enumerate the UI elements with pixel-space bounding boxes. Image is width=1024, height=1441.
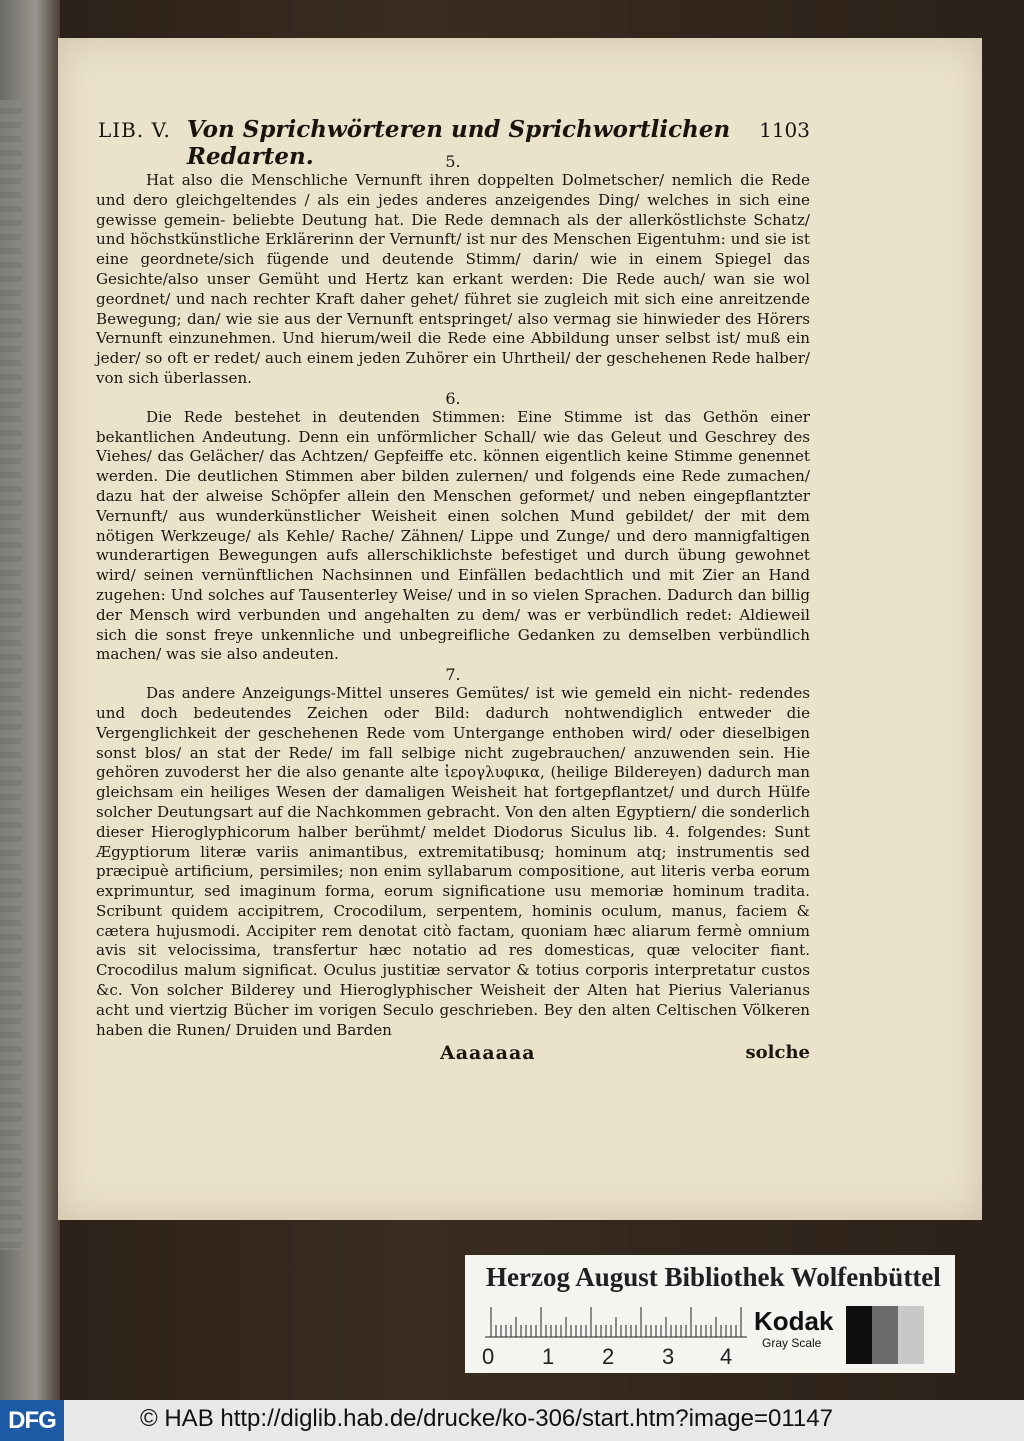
header-chapter-title: Von Sprichwörteren und Sprichwortlichen Redarten.: [186, 116, 731, 170]
dfg-logo[interactable]: DFG: [0, 1400, 64, 1441]
section-paragraph: Das andere Anzeigungs-Mittel unseres Gemütes/ ist wie gemeld ein nicht- redendes und doch bedeutendes Zeichen oder Bild: dadurch nohtwendiglich entweder die Vergenglichkeit der geschehenen Rede vom Untergange enthoben wird/ oder dieselbigen sonst blos/ an stat der Rede/ im fall selbige nicht zugebrauchen/ anzuwenden sein. Hie gehören zuvoderst her die also genante alte ἱερογλυφικα, (heilige Bildereyen) dadurch man gleichsam ein heiliges Wesen der damaligen Weisheit hat fortgepflantzet/ und durch Hülfe solcher Deutungsart auf die Nachkommen gebracht. Von den alten Egyptiern/ die sonderlich dieser Hieroglyphicorum halber berühmt/ meldet Diodorus Siculus lib. 4. folgendes: Sunt Ægyptiorum literæ variis animantibus, extremitatibusq; hominum atq; instrumentis sed præcipuè artificium, persimiles; non enim syllabarum compositione, aut literis verba eorum exprimuntur, sed imaginum forma, eorum significatione usu memoriæ hominum tradita. Scribunt quidem accipitrem, Crocodilum, serpentem, hominis oculum, manus, faciem & cætera hujusmodi. Accipiter rem denotat citò factam, quoniam hæc aliarum fermè omnium avis sit velocissima, transfertur hæc notatio ad res domesticas, quæ velociter fiant. Crocodilus malum significat. Oculus justitiæ servator & totius corporis interpretatur custos &c. Von solcher Bilderey und Hieroglyphischer Weisheit der Alten hat Pierius Valerianus acht und viertzig Bücher im vorigen Seculo geschrieben. Bey den alten Celtischen Völkeren haben die Runen/ Druiden und Barden: [96, 684, 810, 1039]
gray-swatch-light: [898, 1306, 924, 1364]
ruler-number: 0: [482, 1344, 495, 1369]
page-footer: [96, 1042, 810, 1072]
ruler-number: 3: [662, 1344, 675, 1369]
kodak-brand: Kodak: [754, 1306, 834, 1336]
running-header: [98, 116, 810, 170]
library-name: Herzog August Bibliothek Wolfenbüttel: [486, 1262, 941, 1292]
main-text: [96, 152, 810, 1040]
header-book-number: LIB. V.: [98, 118, 171, 142]
page-edge-strip: [0, 100, 22, 1250]
copyright-link[interactable]: © HAB http://diglib.hab.de/drucke/ko-306/start.htm?image=01147: [140, 1405, 833, 1432]
section-paragraph: Die Rede bestehet in deutenden Stimmen: Eine Stimme ist das Gethön einer bekantlichen Andeutung. Denn ein unförmlicher Schall/ wie das Geleut und Geschrey des Viehes/ das Gelächer/ das Achtzen/ Gepfeiffe etc. können eigentlich keine Stimme genennet werden. Die deutlichen Stimmen aber bilden zulernen/ und folgends eine Rede zumachen/ dazu hat der alweise Schöpfer allein den Menschen geformet/ und neben eingepflantzter Vernunft/ aus wunderkünstlicher Weisheit einen solchen Mund gebildet/ der mit dem nötigen Werkzeuge/ als Kehle/ Rache/ Zähnen/ Lippe und Zunge/ und dero mannigfaltigen wunderartigen Bewegungen aufs allerschiklichste befestiget und durch übung gewohnet wird/ seinen vernünftlichen Nachsinnen und Einfällen bedachtlich und mit Zier an Hand zugehen: Und solches auf Tausenterley Weise/ und in so vielen Sprachen. Dadurch dan billig der Mensch wird verbunden und angehalten zu dem/ was er verbündlich redet: Aldieweil sich die sonst freye unkennliche und unbegreifliche Gedanken zu demselben verbündlich machen/ was sie also andeuten.: [96, 407, 810, 664]
ruler-number: 1: [542, 1344, 555, 1369]
gray-swatch-mid: [872, 1306, 898, 1364]
gray-swatch-black: [846, 1306, 872, 1364]
section-number: 5.: [445, 152, 461, 171]
section-number: 7.: [445, 665, 461, 685]
page-number: 1103: [759, 118, 810, 142]
ruler-number: 2: [602, 1344, 615, 1369]
ruler-number: 4: [720, 1344, 733, 1369]
signature-mark: Aaaaaaa: [440, 1042, 536, 1064]
gray-scale-label: Gray Scale: [762, 1336, 822, 1350]
section-number: 6.: [445, 388, 461, 408]
section-paragraph: Hat also die Menschliche Vernunft ihren doppelten Dolmetscher/ nemlich die Rede und dero gleichgeltendes / als ein jedes anderes anzeigendes Ding/ welches in sich eine gewisse gemein- beliebte Deutung hat. Die Rede demnach als der allerköstlichste Schatz/ und höchstkünstliche Erklärerinn der Vernunft/ ist nur des Menschen Eigentuhm: und sie ist eine geordnete/sich fügende und deutende Stimm/ darin/ wie in einem Spiegel das Gesichte/also unser Gemüht und Hertz kan erkant werden: Die Rede auch/ wan sie wol geordnet/ und nach rechter Kraft daher gehet/ führet sie zugleich mit sich eine anreitzende Bewegung; dan/ wie sie aus der Vernunft entspringet/ also vermag sie hinwieder des Hörers Vernunft einzunehmen. Und hierum/weil die Rede eine Abbildung unser selbst ist/ muß ein jeder/ so oft er redet/ auch einem jeden Zuhörer ein Uhrtheil/ der geschehenen Rede halber/ von sich überlassen.: [96, 171, 810, 387]
catchword: solche: [745, 1042, 810, 1063]
scale-ruler: [485, 1300, 747, 1338]
ruler-numbers: [480, 1344, 750, 1370]
